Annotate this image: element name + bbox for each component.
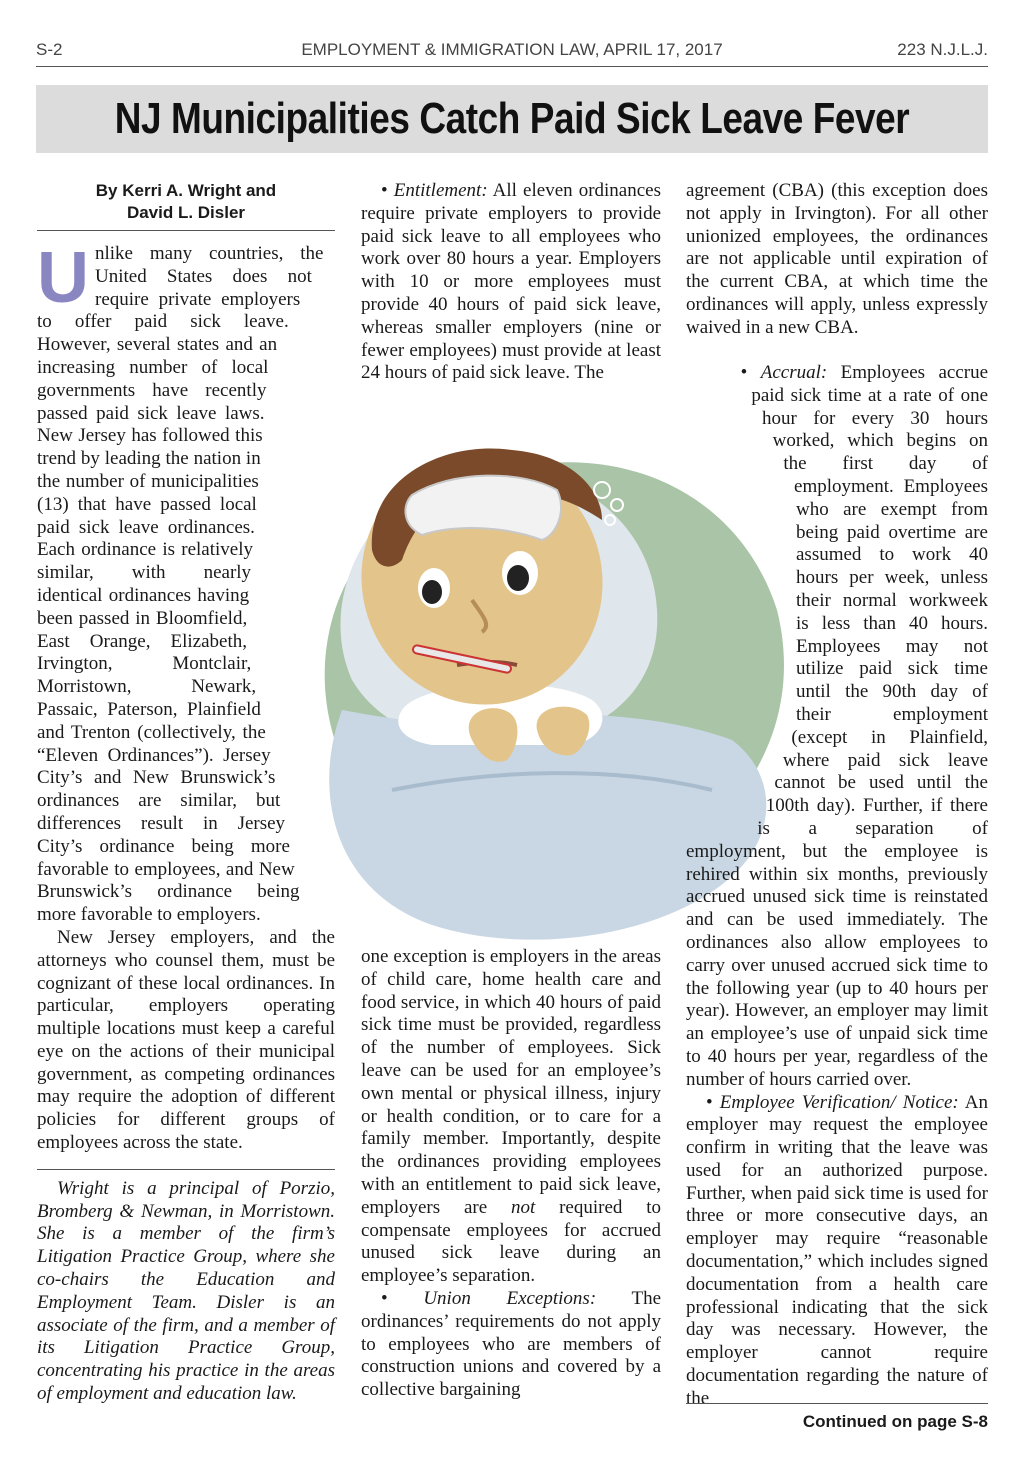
headline-band	[36, 85, 988, 153]
citation: 223 N.J.L.J.	[897, 40, 988, 59]
section-number: S-2	[36, 40, 63, 59]
byline	[37, 180, 335, 231]
accrual-text: Employees accrue paid sick time at a rate of one hour for every 30 hours worked, which begins on the first day of employment. Employees who are exempt from being paid overtime are assumed to work 40 hours per week, unless their normal workweek is less than 40 hours. Employees may not utilize paid sick time until the 90th day of their employment (except in Plainfield, where paid sick leave cannot be used until the 100th day). Further, if there is a separation of employment, but the employee is rehired within six months, previously accrued unused sick time is reinstated and can be used immediately. The ordinances also allow employees to carry over unused accrued sick time to the following year (up to 40 hours per year). However, an employer may limit an employee’s use of unpaid sick time to 40 hours per year, regardless of the number of hours carried over.	[686, 362, 988, 1090]
entitlement-text: All eleven ordinances require private employers to provide paid sick leave to all employees who work over 80 hours a year. Employers with 10 or more employees must provide 40 hours of paid sick leave, whereas smaller employers (nine or fewer employees) must provide at least 24 hours of paid sick leave. The	[361, 180, 661, 384]
union-continued: agreement (CBA) (this exception does not apply in Irvington). For all other unionized employees, the ordinances are not applicable until expiration of the current CBA, at which time the ordinances will apply, unless expressly waived in a new CBA.	[686, 180, 988, 338]
byline-line-1: By Kerri A. Wright and	[95, 181, 277, 200]
union-text: The ordinances’ requirements do not apply to employees who are members of construction unions and covered by a collective bargaining	[361, 1287, 662, 1401]
paragraph-2: New Jersey employers, and the attorneys who counsel them, must be cognizant of these local ordinances. In particular, employers operating multiple locations must keep a careful eye on the actions of their municipal government, as competing ordinances may require the adoption of different policies for different groups of employees across the state.	[37, 926, 335, 1154]
right-pupil	[507, 565, 529, 591]
left-pupil	[422, 580, 442, 604]
column-3-top	[686, 180, 988, 340]
publication-line: EMPLOYMENT & IMMIGRATION LAW, APRIL 17, 2017	[301, 40, 723, 59]
bio-divider	[37, 1169, 335, 1170]
entitlement-cont-text: one exception is employers in the areas of child care, home health care and food service, in which 40 hours of paid sick time must be provided, regardless of the number of employees. Sick leave can be used for an employee’s own mental or physical illness, injury or health condition, or to care for a family member. Importantly, despite the ordinances providing employees with an entitlement to paid sick leave, employers are	[361, 946, 661, 1218]
column-2-top	[361, 180, 661, 385]
running-head	[36, 38, 988, 67]
entitlement-paragraph: • Entitlement: All eleven ordinances require private employers to provide paid sick leave to all employees who work over 80 hours a year. Employers with 10 or more employees must provide 40 hours of paid sick leave, whereas smaller employers (nine or fewer employees) must provide at least 24 hours of paid sick leave. The	[361, 180, 661, 384]
entitlement-label: Entitlement:	[393, 180, 488, 201]
column-1	[37, 180, 335, 1406]
verification-label: Employee Verification/ Notice:	[719, 1091, 959, 1113]
verification-text: An employer may request the employee confirm in writing that the leave was used for an authorized purpose. Further, when paid sick time is used for three or more consecutive days, an employer may require “reasonable documentation,” which includes signed documentation from a health care professional indicating that the sick day was necessary. However, the employer cannot require documentation regarding the nature of the	[686, 1091, 988, 1409]
continued-notice: Continued on page S-8	[686, 1403, 988, 1432]
article-headline: NJ Municipalities Catch Paid Sick Leave Fever	[114, 94, 910, 143]
verification-paragraph: • Employee Verification/ Notice: An employer may request the employee confirm in writing that the leave was used for an authorized purpose. Further, when paid sick time is used for three or more consecutive days, an employer may require “reasonable documentation,” which includes signed documentation from a health care professional indicating that the sick day was necessary. However, the employer cannot require documentation regarding the nature of the	[686, 1091, 988, 1409]
accrual-paragraph: • Accrual: Employees accrue paid sick time at a rate of one hour for every 30 hours worked, which begins on the first day of employment. Employees who are exempt from being paid overtime are assumed to work 40 hours per week, unless their normal workweek is less than 40 hours. Employees may not utilize paid sick time until the 90th day of their employment (except in Plainfield, where paid sick leave cannot be used until the 100th day). Further, if there is a separation of employment, but the employee is rehired within six months, previously accrued unused sick time is reinstated and can be used immediately. The ordinances also allow employees to carry over unused accrued sick time to the following year (up to 40 hours per year). However, an employer may limit an employee’s use of unpaid sick time to 40 hours per year, regardless of the number of hours carried over.	[686, 362, 988, 1090]
union-label: Union Exceptions:	[423, 1287, 597, 1309]
entitlement-not: not	[511, 1196, 536, 1218]
column-3-bottom	[686, 362, 988, 1411]
drop-cap: U	[37, 238, 89, 318]
author-bio: Wright is a principal of Porzio, Bromberg & Newman, in Morristown. She is a member of the firm’s Litigation Practice Group, where she co-chairs the Education and Employment Team. Disler is an associate of the firm, and a member of its Litigation Practice Group, concentrating his practice in the areas of employment and education law.	[37, 1177, 335, 1405]
accrual-label: Accrual:	[760, 362, 828, 383]
column-2-bottom	[361, 946, 661, 1402]
entitlement-continued	[361, 946, 661, 1288]
byline-line-2: David L. Disler	[126, 203, 246, 222]
intro-text: nlike many countries, the United States does not require private employers to offer paid sick leave. However, several states and an increasing number of local governments have recently passed paid sick leave laws. New Jersey has followed this trend by leading the nation in the number of municipalities (13) that have passed local paid sick leave ordinances. Each ordinance is relatively similar, with nearly identical ordinances having been passed in Bloomfield, East Orange, Elizabeth, Irvington, Montclair, Morristown, Newark, Passaic, Paterson, Plainfield and Trenton (collectively, the “Eleven Ordinances”). Jersey City’s and New Brunswick’s ordinances are similar, but differences result in Jersey City’s ordinance being more favorable to employees, and New Brunswick’s ordinance being more favorable to employers.	[37, 243, 324, 926]
union-paragraph: • Union Exceptions: The ordinances’ requirements do not apply to employees who are members of construction unions and covered by a collective bargaining	[361, 1287, 662, 1401]
entitlement-cont-text-2: required to compensate employees for accrued unused sick leave during an employee’s separation.	[361, 1196, 662, 1287]
